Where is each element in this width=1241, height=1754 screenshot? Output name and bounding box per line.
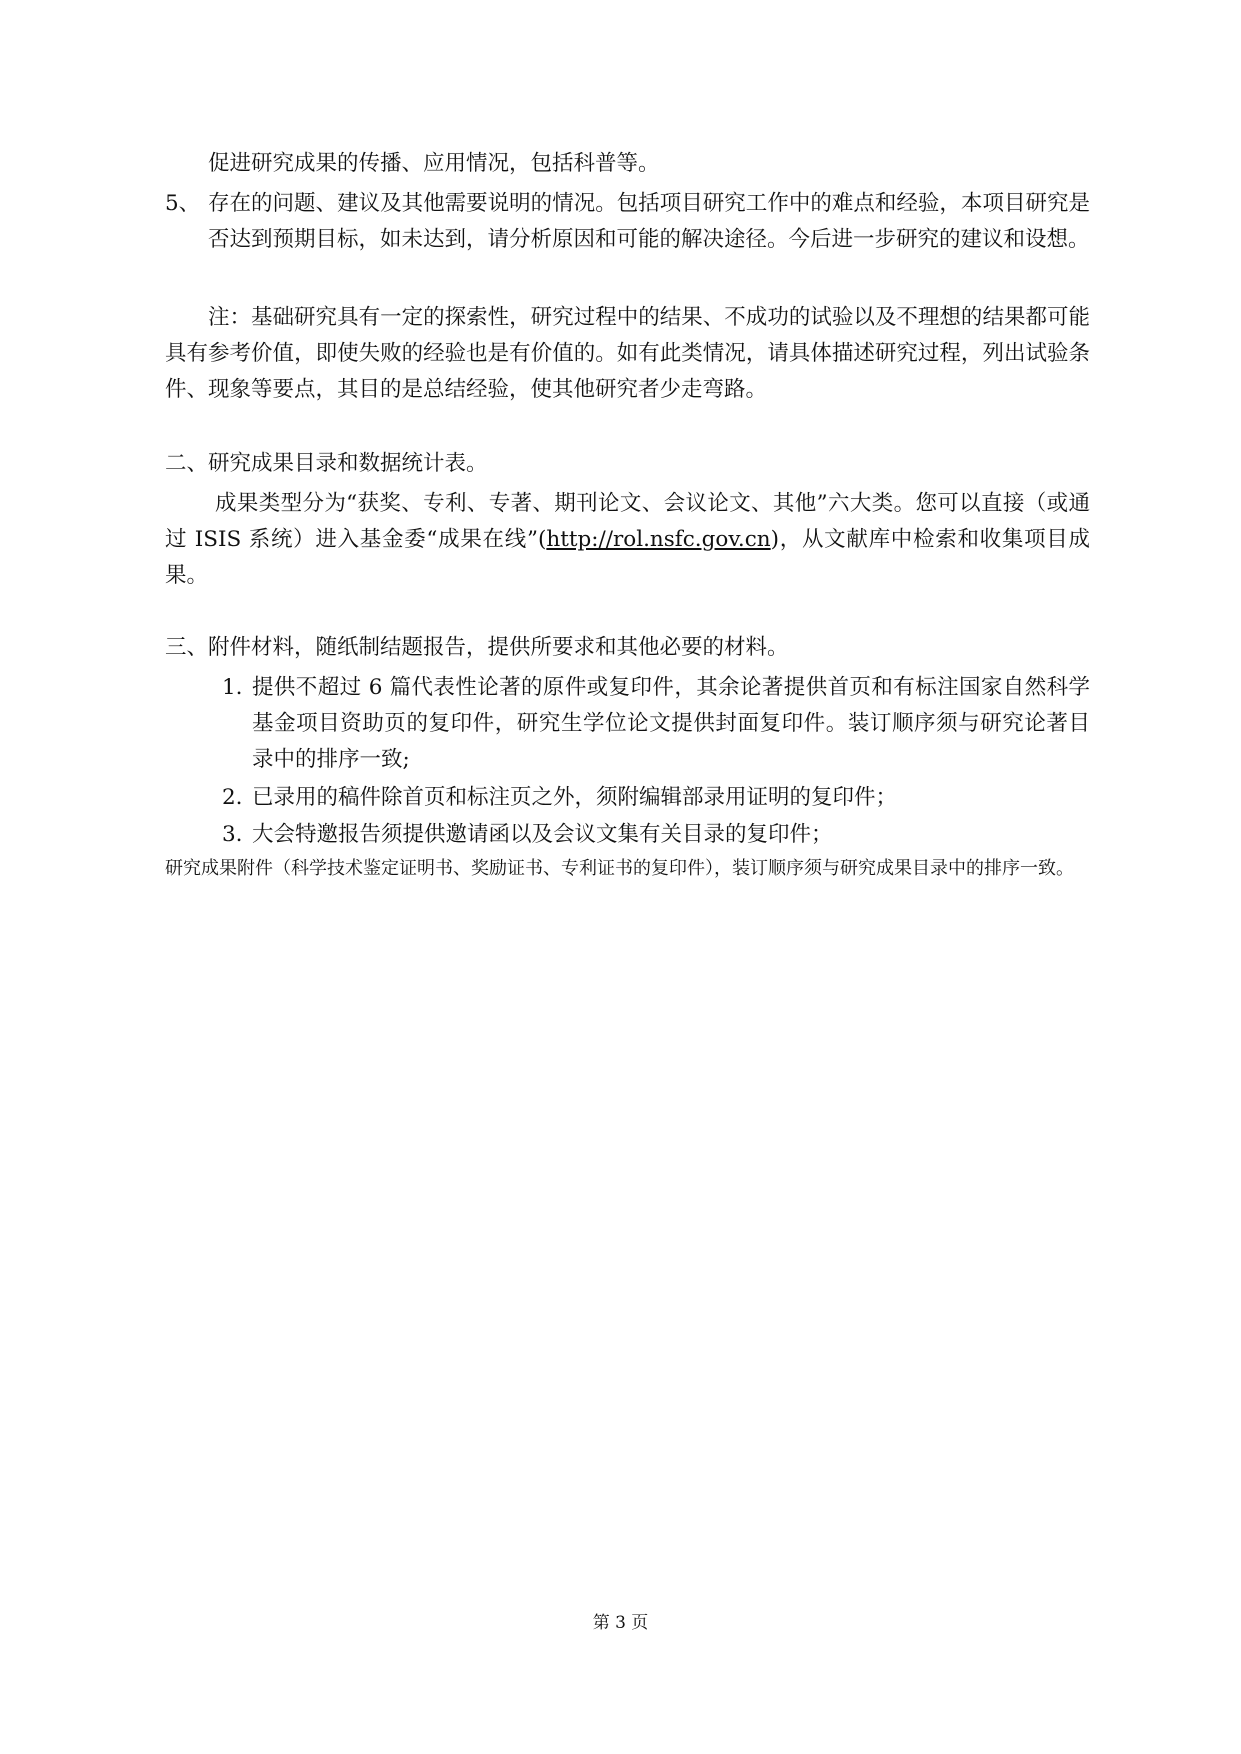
attachment-item-3 xyxy=(222,817,1090,853)
section-3-heading: 三、附件材料，随纸制结题报告，提供所要求和其他必要的材料。 xyxy=(165,635,789,660)
rol-nsfc-link[interactable]: http://rol.nsfc.gov.cn xyxy=(546,527,771,552)
list-item-5-text: 存在的问题、建议及其他需要说明的情况。包括项目研究工作中的难点和经验，本项目研究是否达到预期目标，如未达到，请分析原因和可能的解决途径。今后进一步研究的建议和设想。 xyxy=(208,191,1090,252)
attachment-item-2-text: 已录用的稿件除首页和标注页之外，须附编辑部录用证明的复印件； xyxy=(252,785,898,810)
section-2-paragraph xyxy=(165,486,1090,594)
list-item-5 xyxy=(165,186,1090,258)
section-1-continued-text: 促进研究成果的传播、应用情况，包括科普等。 xyxy=(208,151,660,176)
attachment-item-1-number: 1. xyxy=(222,675,243,700)
attachment-item-3-text: 大会特邀报告须提供邀请函以及会议文集有关目录的复印件； xyxy=(252,822,833,847)
attachment-closing-note: 研究成果附件（科学技术鉴定证明书、奖励证书、专利证书的复印件），装订顺序须与研究成果目录中的排序一致。 xyxy=(165,858,1074,879)
attachment-item-3-number: 3. xyxy=(222,822,243,847)
attachment-item-2 xyxy=(222,780,1090,816)
note-paragraph: 注：基础研究具有一定的探索性，研究过程中的结果、不成功的试验以及不理想的结果都可能具有参考价值，即使失败的经验也是有价值的。如有此类情况，请具体描述研究过程，列出试验条件、现象等要点，其目的是总结经验，使其他研究者少走弯路。 xyxy=(165,305,1090,402)
attachment-item-2-number: 2. xyxy=(222,785,243,810)
section-2-text-before-link: 成果类型分为“获奖、专利、专著、期刊论文、会议论文、其他”六大类。您可以直接（或通过 ISIS 系统）进入基金委“成果在线”( xyxy=(165,491,1090,552)
attachment-item-1-text: 提供不超过 6 篇代表性论著的原件或复印件，其余论著提供首页和有标注国家自然科学基金项目资助页的复印件，研究生学位论文提供封面复印件。装订顺序须与研究论著目录中的排序一致; xyxy=(252,675,1090,772)
page-number: 第 3 页 xyxy=(592,1613,649,1633)
attachment-item-1 xyxy=(222,670,1090,778)
section-2-text-after-link: )，从文献库中检索和收集项目成果。 xyxy=(165,527,1090,588)
list-item-5-number: 5、 xyxy=(165,191,201,216)
section-2-heading: 二、研究成果目录和数据统计表。 xyxy=(165,451,488,476)
